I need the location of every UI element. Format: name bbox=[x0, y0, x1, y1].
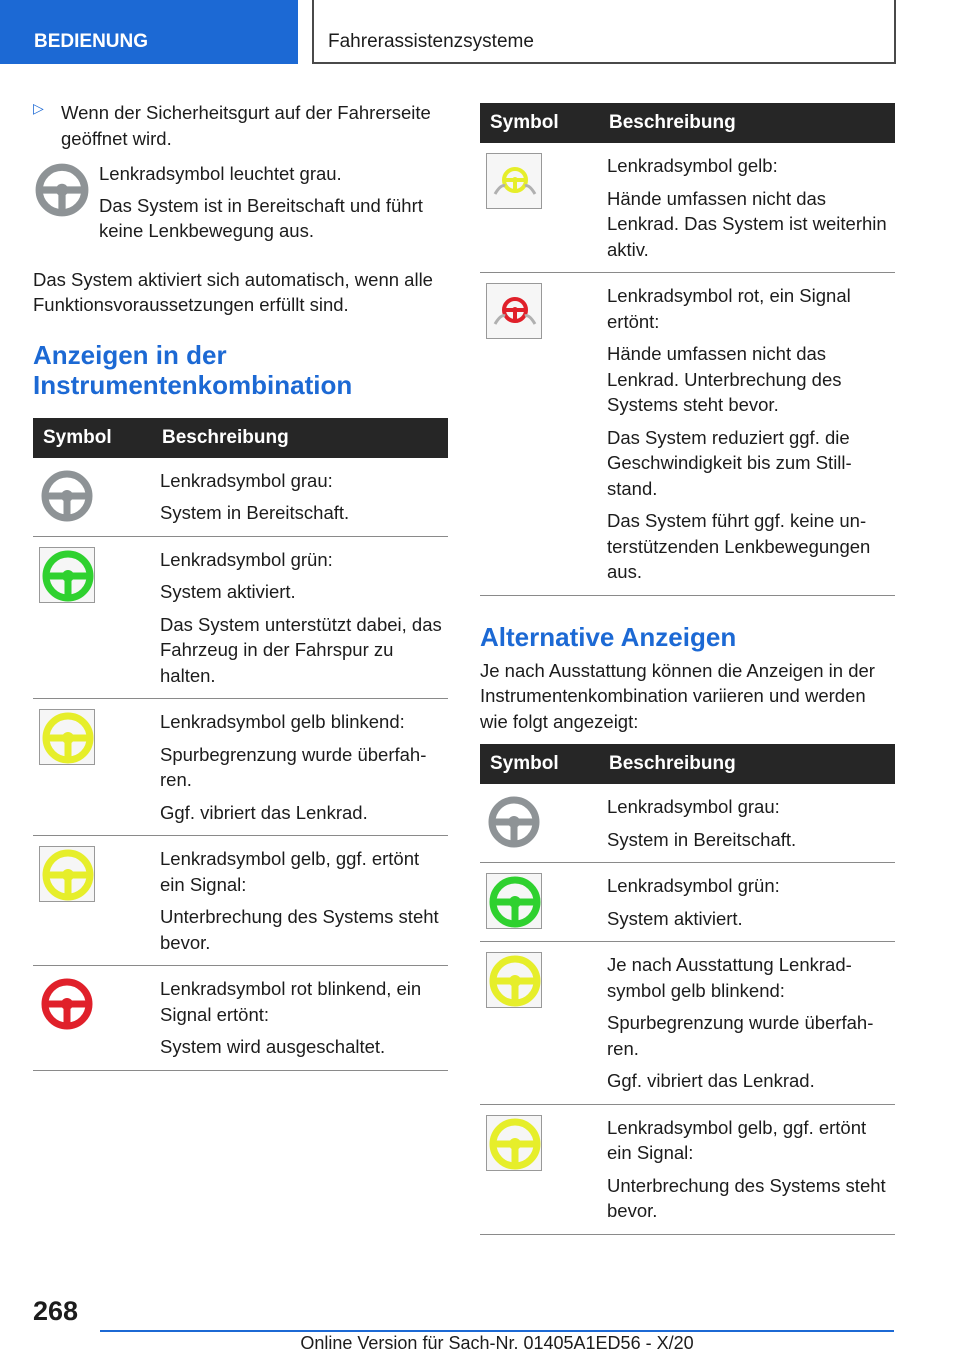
table-header bbox=[480, 103, 895, 143]
steering-wheel-grey-icon bbox=[39, 468, 95, 524]
table-row bbox=[480, 942, 895, 1105]
symbol-cell bbox=[33, 699, 160, 836]
table-header bbox=[33, 418, 448, 458]
table-header bbox=[480, 744, 895, 784]
description-cell bbox=[607, 942, 895, 1105]
table-row bbox=[33, 836, 448, 966]
symbol-cell bbox=[33, 966, 160, 1071]
bullet-item bbox=[33, 100, 448, 151]
steering-wheel-green-icon bbox=[39, 547, 95, 603]
description-line: Hände umfassen nicht das Lenkrad. Unterbrechung des Systems steht bevor. bbox=[607, 343, 842, 415]
description-line: Lenkradsymbol rot, ein Signal ertönt: bbox=[607, 285, 851, 332]
description-cell bbox=[160, 966, 448, 1071]
inline-symbol-line: Lenkradsymbol leuchtet grau. bbox=[99, 163, 342, 184]
description-line: Das System reduziert ggf. die Geschwindigkeit bis zum Stillstand. bbox=[607, 426, 852, 499]
symbol-cell bbox=[480, 273, 607, 596]
description-line: Lenkradsymbol grau: bbox=[160, 469, 333, 491]
description-cell bbox=[607, 863, 895, 942]
steering-wheel-yellow-icon bbox=[486, 1115, 542, 1171]
description-line: Je nach Ausstattung Lenkradsymbol gelb blinkend: bbox=[607, 954, 852, 1001]
triangle-bullet-icon: ▷ bbox=[33, 100, 44, 116]
table-row bbox=[480, 273, 895, 596]
intro-paragraph: Je nach Ausstattung können die Anzeigen in der Instrumentenkombination variieren und werden wie folgt angezeigt: bbox=[480, 659, 875, 732]
description-line: Hände umfassen nicht das Lenkrad. Das System ist weiterhin aktiv. bbox=[607, 187, 887, 260]
description-line: System in Bereitschaft. bbox=[607, 828, 797, 850]
table-row bbox=[33, 536, 448, 699]
column-header: Beschreibung bbox=[607, 103, 895, 143]
description-line: Spurbegrenzung wurde überfahren. bbox=[160, 743, 427, 790]
symbol-cell bbox=[33, 458, 160, 537]
description-line: Lenkradsymbol grün: bbox=[607, 875, 780, 896]
description-cell bbox=[160, 536, 448, 699]
steering-wheel-yellow-icon bbox=[39, 846, 95, 902]
column-header: Beschreibung bbox=[160, 418, 448, 458]
description-line: Unterbrechung des Systems steht bevor. bbox=[607, 1174, 886, 1221]
section-heading: Anzeigen in der Instrumentenkombination bbox=[33, 339, 353, 400]
steering-wheel-yellow-icon bbox=[486, 952, 542, 1008]
column-header: Symbol bbox=[33, 418, 160, 458]
table-row bbox=[480, 863, 895, 942]
footer-divider bbox=[100, 1330, 894, 1332]
section-heading: Alternative Anzeigen bbox=[480, 621, 737, 652]
table-row bbox=[480, 784, 895, 863]
steering-wheel-green-icon bbox=[486, 873, 542, 929]
chapter-header bbox=[312, 0, 896, 64]
description-line: Das System führt ggf. keine unterstützenden Lenkbewegungen aus. bbox=[607, 510, 871, 582]
steering-wheel-grey-icon bbox=[33, 161, 91, 219]
symbol-cell bbox=[480, 143, 607, 273]
description-cell bbox=[607, 1104, 895, 1234]
description-line: Unterbrechung des Systems steht bevor. bbox=[160, 906, 439, 953]
description-cell bbox=[160, 458, 448, 537]
description-cell bbox=[160, 699, 448, 836]
description-cell bbox=[607, 784, 895, 863]
steering-wheel-grey-icon bbox=[486, 794, 542, 850]
bullet-text: Wenn der Sicherheitsgurt auf der Fahrerseite geöffnet wird. bbox=[61, 102, 431, 149]
description-line: System wird ausgeschaltet. bbox=[160, 1036, 386, 1057]
description-cell bbox=[607, 143, 895, 273]
footer-text: Online Version für Sach-Nr. 01405A1ED56 - X/20 bbox=[300, 1333, 694, 1353]
column-header: Symbol bbox=[480, 744, 607, 784]
description-line: System aktiviert. bbox=[607, 907, 743, 929]
hands-off-red-icon bbox=[486, 283, 542, 339]
table-row bbox=[33, 966, 448, 1071]
description-line: Lenkradsymbol grau: bbox=[607, 796, 780, 817]
page-number: 268 bbox=[33, 1296, 79, 1326]
description-line: System aktiviert. bbox=[160, 581, 296, 602]
steering-wheel-red-icon bbox=[39, 976, 95, 1032]
description-line: Lenkradsymbol gelb, ggf. ertönt ein Signal: bbox=[607, 1116, 867, 1163]
description-line: Ggf. vibriert das Lenkrad. bbox=[607, 1070, 815, 1091]
left-column bbox=[33, 100, 448, 1071]
description-line: Spurbegrenzung wurde überfahren. bbox=[607, 1012, 874, 1059]
symbol-table-hands-off bbox=[480, 103, 895, 596]
symbol-cell bbox=[480, 784, 607, 863]
description-line: System in Bereitschaft. bbox=[160, 502, 350, 523]
section-tab bbox=[0, 0, 298, 64]
symbol-cell bbox=[480, 863, 607, 942]
description-line: Das System unterstützt dabei, das Fahrzeug in der Fahrspur zu halten. bbox=[160, 613, 442, 686]
steering-wheel-yellow-icon bbox=[39, 709, 95, 765]
table-row bbox=[33, 458, 448, 537]
symbol-table bbox=[33, 418, 448, 1071]
section-title: BEDIENUNG bbox=[34, 31, 149, 52]
table-row bbox=[33, 699, 448, 836]
symbol-cell bbox=[33, 836, 160, 966]
description-cell bbox=[160, 836, 448, 966]
description-cell bbox=[607, 273, 895, 596]
symbol-cell bbox=[480, 1104, 607, 1234]
description-line: Lenkradsymbol gelb, ggf. ertönt ein Signal: bbox=[160, 848, 420, 895]
hands-off-yellow-icon bbox=[486, 153, 542, 209]
symbol-cell bbox=[480, 942, 607, 1105]
chapter-title: Fahrerassistenzsysteme bbox=[328, 31, 534, 52]
column-header: Symbol bbox=[480, 103, 607, 143]
table-row bbox=[480, 1104, 895, 1234]
description-line: Lenkradsymbol grün: bbox=[160, 548, 333, 570]
body-paragraph: Das System aktiviert sich automatisch, wenn alle Funktionsvoraussetzungen erfüllt sind. bbox=[33, 268, 433, 315]
inline-symbol-line: Das System ist in Bereitschaft und führt keine Lenkbewegung aus. bbox=[99, 194, 423, 241]
column-header: Beschreibung bbox=[607, 744, 895, 784]
description-line: Lenkradsymbol rot blinkend, ein Signal ertönt: bbox=[160, 978, 422, 1025]
right-column bbox=[480, 103, 895, 1235]
inline-symbol-block bbox=[33, 161, 448, 250]
description-line: Lenkradsymbol gelb: bbox=[607, 155, 778, 176]
description-line: Lenkradsymbol gelb blinkend: bbox=[160, 711, 405, 732]
symbol-table-alternative bbox=[480, 744, 895, 1235]
description-line: Ggf. vibriert das Lenkrad. bbox=[160, 801, 368, 823]
table-row bbox=[480, 143, 895, 273]
symbol-cell bbox=[33, 536, 160, 699]
